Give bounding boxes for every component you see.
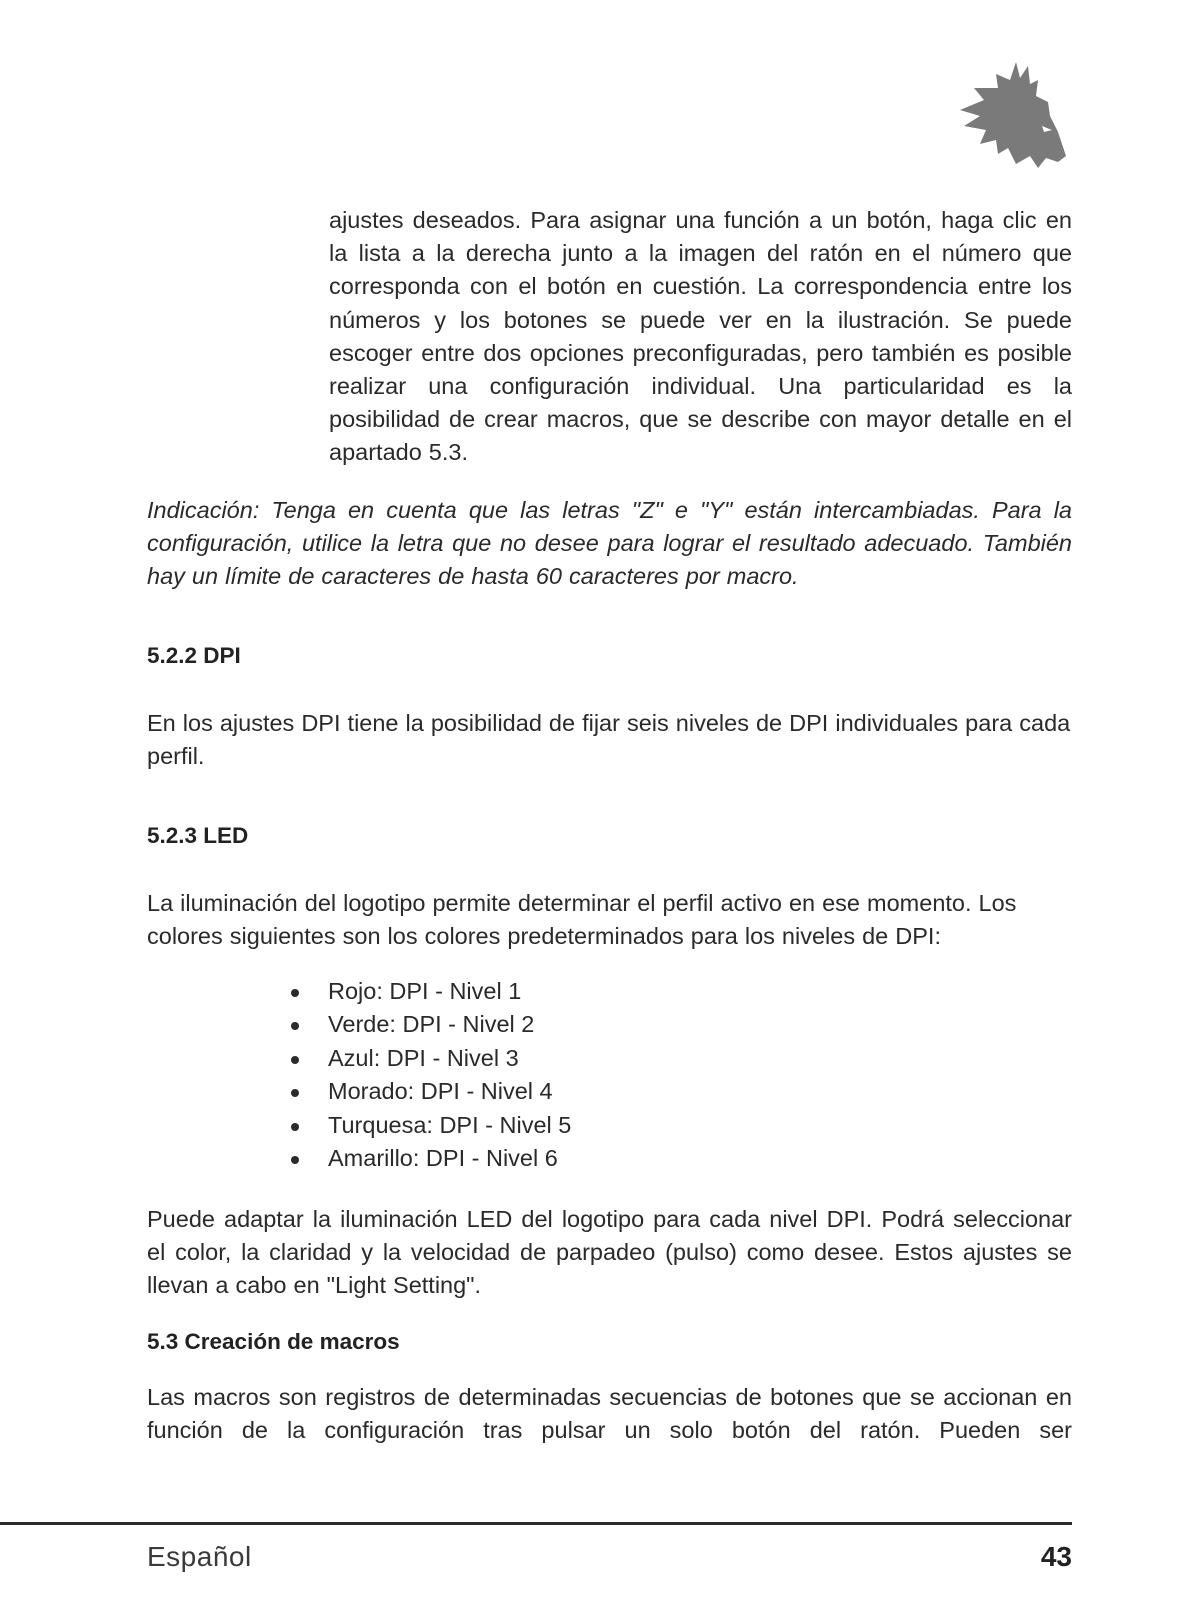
led-paragraph: La iluminación del logotipo permite determinar el perfil activo en ese momento. Los colores siguientes son los colores predeterminados para los niveles de DPI:	[147, 890, 1017, 950]
bullet-icon	[291, 989, 299, 997]
list-item: Verde: DPI - Nivel 2	[290, 1008, 571, 1041]
intro-paragraph: ajustes deseados. Para asignar una función a un botón, haga clic en la lista a la derecha junto a la imagen del ratón en el número que corresponda con el botón en cuestión. La correspondencia entre los números y los botones se puede ver en la ilustración. Se puede escoger entre dos opciones preconfiguradas, pero también es posible realizar una configuración individual. Una particularidad es la posibilidad de crear macros, que se describe con mayor detalle en el apartado 5.3.	[329, 207, 1072, 466]
bullet-icon	[291, 1089, 299, 1097]
bullet-icon	[291, 1022, 299, 1030]
footer-divider	[0, 1522, 1072, 1525]
bullet-icon	[291, 1056, 299, 1064]
section-heading-led: 5.2.3 LED	[147, 823, 249, 848]
section-heading-dpi: 5.2.2 DPI	[147, 643, 241, 668]
note-paragraph: Indicación: Tenga en cuenta que las letras "Z" e "Y" están intercambiadas. Para la configuración, utilice la letra que no desee para lograr el resultado adecuado. También hay un límite de caracteres de hasta 60 caracteres por macro.	[147, 497, 1072, 590]
page-number: 43	[1040, 1541, 1072, 1572]
led-color-list	[290, 975, 571, 1175]
footer-language: Español	[147, 1541, 252, 1572]
list-item: Rojo: DPI - Nivel 1	[290, 975, 571, 1008]
bullet-icon	[291, 1156, 299, 1164]
wolf-head-logo-icon	[958, 60, 1066, 172]
list-item: Morado: DPI - Nivel 4	[290, 1075, 571, 1108]
led-adapt-paragraph: Puede adaptar la iluminación LED del logotipo para cada nivel DPI. Podrá seleccionar el color, la claridad y la velocidad de parpadeo (pulso) como desee. Estos ajustes se llevan a cabo en "Light Setting".	[147, 1206, 1072, 1299]
macros-paragraph: Las macros son registros de determinadas secuencias de botones que se accionan en función de la configuración tras pulsar un solo botón del ratón. Pueden ser	[147, 1384, 1072, 1444]
list-item: Azul: DPI - Nivel 3	[290, 1042, 571, 1075]
section-heading-macros: 5.3 Creación de macros	[147, 1329, 400, 1354]
list-item: Turquesa: DPI - Nivel 5	[290, 1109, 571, 1142]
bullet-icon	[291, 1123, 299, 1131]
list-item: Amarillo: DPI - Nivel 6	[290, 1142, 571, 1175]
dpi-paragraph: En los ajustes DPI tiene la posibilidad de fijar seis niveles de DPI individuales para cada perfil.	[147, 710, 1071, 770]
